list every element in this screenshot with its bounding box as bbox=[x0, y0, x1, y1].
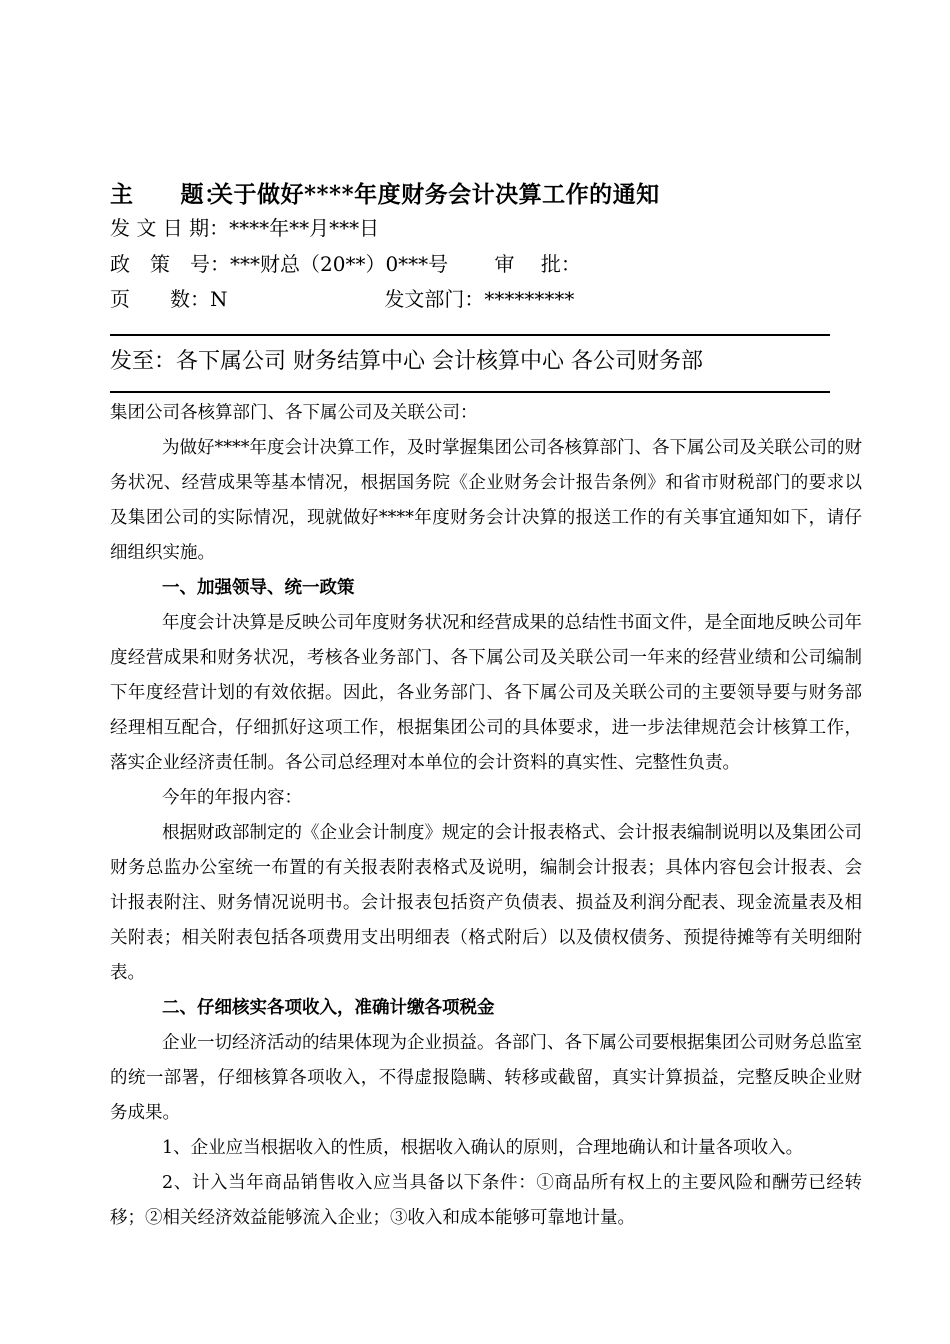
date-line bbox=[110, 212, 379, 241]
send-to-line: 发至：各下属公司 财务结算中心 会计核算中心 各公司财务部 bbox=[110, 349, 703, 374]
policy-label: 政 策 号： bbox=[110, 252, 230, 276]
notice-body bbox=[110, 396, 862, 1236]
dept-label: 发文部门： bbox=[384, 287, 485, 311]
date-label: 发 文 日 期： bbox=[110, 216, 230, 240]
salutation: 集团公司各核算部门、各下属公司及关联公司： bbox=[110, 403, 478, 423]
policy-line bbox=[110, 248, 581, 277]
intro-paragraph: 为做好****年度会计决算工作，及时掌握集团公司各核算部门、各下属公司及关联公司的财务状况、经营成果等基本情况，根据国务院《企业财务会计报告条例》和省市财税部门的要求以及集团公司的实际情况，现就做好****年度财务会计决算的报送工作的有关事宜通知如下，请仔细组织实施。 bbox=[110, 438, 862, 563]
section-1-heading: 一、加强领导、统一政策 bbox=[162, 578, 355, 598]
bottom-divider bbox=[110, 391, 830, 393]
section-2-item-1: 1、企业应当根据收入的性质，根据收入确认的原则，合理地确认和计量各项收入。 bbox=[162, 1138, 804, 1158]
subject-label: 主 题： bbox=[110, 181, 228, 208]
top-divider bbox=[110, 334, 830, 336]
section-1-report-content: 根据财政部制定的《企业会计制度》规定的会计报表格式、会计报表编制说明以及集团公司财务总监办公室统一布置的有关报表附表格式及说明，编制会计报表；具体内容包会计报表、会计报表附注、财务情况说明书。会计报表包括资产负债表、损益及利润分配表、现金流量表及相关附表；相关附表包括各项费用支出明细表（格式附后）以及债权债务、预提待摊等有关明细附表。 bbox=[110, 823, 862, 983]
dept-value: ********* bbox=[484, 287, 575, 311]
pages-line bbox=[110, 283, 574, 312]
approve-label: 审 批： bbox=[494, 252, 581, 276]
pages-value: N bbox=[210, 287, 228, 311]
section-1-report-intro: 今年的年报内容： bbox=[162, 788, 302, 808]
subject-line bbox=[110, 176, 660, 209]
section-1-paragraph: 年度会计决算是反映公司年度财务状况和经营成果的总结性书面文件，是全面地反映公司年度经营成果和财务状况，考核各业务部门、各下属公司及关联公司一年来的经营业绩和公司编制下年度经营计划的有效依据。因此，各业务部门、各下属公司及关联公司的主要领导要与财务部经理相互配合，仔细抓好这项工作，根据集团公司的具体要求，进一步法律规范会计核算工作，落实企业经济责任制。各公司总经理对本单位的会计资料的真实性、完整性负责。 bbox=[110, 613, 862, 773]
subject-text: 关于做好****年度财务会计决算工作的通知 bbox=[210, 181, 660, 208]
date-value: ****年**月***日 bbox=[229, 216, 380, 240]
section-2-paragraph: 企业一切经济活动的结果体现为企业损益。各部门、各下属公司要根据集团公司财务总监室的统一部署，仔细核算各项收入，不得虚报隐瞒、转移或截留，真实计算损益，完整反映企业财务成果。 bbox=[110, 1033, 862, 1123]
section-2-item-2: 2、计入当年商品销售收入应当具备以下条件：①商品所有权上的主要风险和酬劳已经转移；②相关经济效益能够流入企业；③收入和成本能够可靠地计量。 bbox=[110, 1173, 862, 1228]
policy-value: ***财总（20**）0***号 bbox=[230, 252, 449, 276]
pages-label: 页 数： bbox=[110, 287, 210, 311]
section-2-heading: 二、仔细核实各项收入，准确计缴各项税金 bbox=[162, 998, 495, 1018]
